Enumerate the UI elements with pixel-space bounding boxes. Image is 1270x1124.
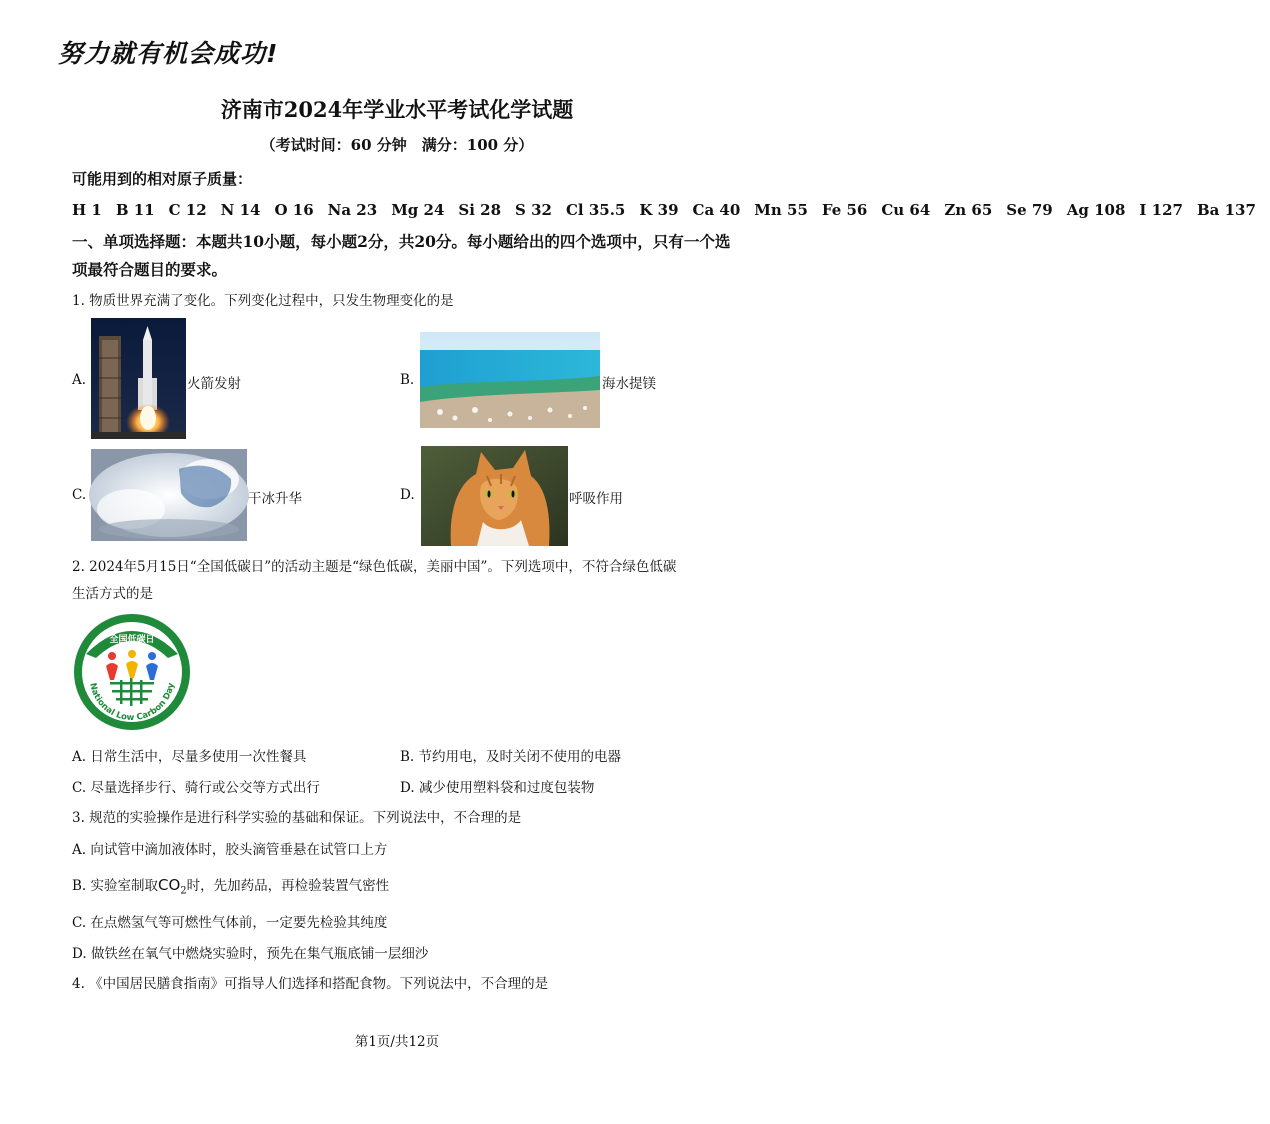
q2-option-a-text: 日常生活中，尽量多使用一次性餐具 — [90, 749, 307, 765]
q2-option-c — [72, 776, 320, 796]
atomic-mass-item: Ca 40 — [692, 201, 741, 219]
q3-option-d-letter: D. — [72, 946, 87, 962]
atomic-mass-item: B 11 — [115, 201, 155, 219]
logo-title-text: 全国低碳日 — [109, 635, 155, 645]
atomic-mass-item: Si 28 — [458, 201, 502, 219]
q2-option-d — [400, 776, 594, 796]
atomic-mass-item: Fe 56 — [821, 201, 868, 219]
q3-option-c-text: 在点燃氢气等可燃性气体前，一定要先检验其纯度 — [90, 915, 388, 931]
atomic-mass-item: Na 23 — [327, 201, 378, 219]
atomic-masses-label: 可能用到的相对原子质量： — [72, 170, 253, 188]
q2-option-c-text: 尽量选择步行、骑行或公交等方式出行 — [90, 780, 320, 796]
atomic-mass-item: H 1 — [72, 201, 102, 219]
q1-option-c-text: 干冰升华 — [248, 491, 302, 507]
q2-stem-line1: 2. 2024年5月15日“全国低碳日”的活动主题是“绿色低碳，美丽中国”。下列选项中，不符合绿色低碳 — [72, 559, 677, 575]
q3-option-c — [72, 911, 387, 931]
exam-title: 济南市2024年学业水平考试化学试题 — [220, 97, 574, 122]
q2-option-d-text: 减少使用塑料袋和过度包装物 — [418, 780, 595, 796]
q2-option-b-letter: B. — [400, 749, 415, 765]
page-number: 第1页/共12页 — [354, 1034, 440, 1050]
atomic-mass-item: C 12 — [168, 201, 207, 219]
q3-option-c-letter: C. — [72, 915, 87, 931]
atomic-mass-item: Ag 108 — [1066, 201, 1126, 219]
q2-option-b — [400, 745, 621, 765]
q2-option-d-letter: D. — [400, 780, 415, 796]
q2-option-a-letter: A. — [72, 749, 87, 765]
q3-option-a-letter: A. — [72, 842, 87, 858]
logo-arc-text: National Low Carbon Day — [87, 681, 177, 724]
q2-option-c-letter: C. — [72, 780, 87, 796]
q1-option-b-text: 海水提镁 — [602, 376, 656, 392]
rocket-launch-image — [91, 318, 186, 439]
atomic-mass-item: S 32 — [515, 201, 552, 219]
co2-formula: CO — [158, 876, 181, 894]
q1-stem: 1. 物质世界充满了变化。下列变化过程中，只发生物理变化的是 — [72, 293, 454, 309]
q2-option-a — [72, 745, 306, 765]
q1-option-c-letter: C. — [72, 487, 87, 503]
motto-text: 努力就有机会成功! — [58, 39, 279, 68]
q3-option-a — [72, 838, 387, 858]
atomic-mass-item: Cu 64 — [881, 201, 931, 219]
q4-stem: 4. 《中国居民膳食指南》可指导人们选择和搭配食物。下列说法中，不合理的是 — [72, 976, 549, 992]
section-heading: 一、单项选择题：本题共10小题，每小题2分，共20分。每小题给出的四个选项中，只有一个选项最符合题目的要求。 — [72, 232, 731, 279]
dry-ice-image — [91, 449, 247, 541]
q3-stem: 3. 规范的实验操作是进行科学实验的基础和保证。下列说法中，不合理的是 — [72, 810, 522, 826]
q1-option-a-letter: A. — [72, 372, 87, 388]
atomic-mass-item: Ba 137 — [1196, 201, 1256, 219]
atomic-mass-item: Zn 65 — [944, 201, 993, 219]
q1-option-d-text: 呼吸作用 — [569, 491, 623, 507]
q2-stem-line2: 生活方式的是 — [72, 586, 153, 602]
co2-subscript: 2 — [180, 885, 187, 897]
atomic-mass-item: Se 79 — [1006, 201, 1053, 219]
atomic-mass-item: Mg 24 — [391, 201, 445, 219]
q3-option-b-text-pre: 实验室制取 — [90, 878, 159, 894]
q3-option-b-letter: B. — [72, 878, 87, 894]
seawater-image — [420, 332, 600, 428]
q3-option-a-text: 向试管中滴加液体时，胶头滴管垂悬在试管口上方 — [90, 842, 388, 858]
cat-image — [421, 446, 568, 546]
atomic-mass-item: Cl 35.5 — [565, 201, 626, 219]
atomic-mass-item: Mn 55 — [754, 201, 808, 219]
q2-option-b-text: 节约用电，及时关闭不使用的电器 — [418, 749, 622, 765]
q3-option-b — [72, 874, 389, 897]
q1-option-d-letter: D. — [400, 487, 415, 503]
q3-option-d — [72, 942, 428, 962]
atomic-mass-item: N 14 — [220, 201, 261, 219]
q3-option-d-text: 做铁丝在氧气中燃烧实验时，预先在集气瓶底铺一层细沙 — [90, 946, 429, 962]
atomic-mass-item: I 127 — [1139, 201, 1183, 219]
atomic-mass-item: O 16 — [274, 201, 314, 219]
exam-subtitle: （考试时间：60 分钟 满分：100 分） — [260, 136, 534, 154]
q3-option-b-text-post: 时，先加药品，再检验装置气密性 — [186, 878, 390, 894]
atomic-mass-item: K 39 — [639, 201, 679, 219]
q1-option-a-text: 火箭发射 — [187, 376, 241, 392]
atomic-masses — [72, 164, 1256, 226]
q1-option-b-letter: B. — [400, 372, 415, 388]
low-carbon-day-logo — [72, 614, 192, 730]
